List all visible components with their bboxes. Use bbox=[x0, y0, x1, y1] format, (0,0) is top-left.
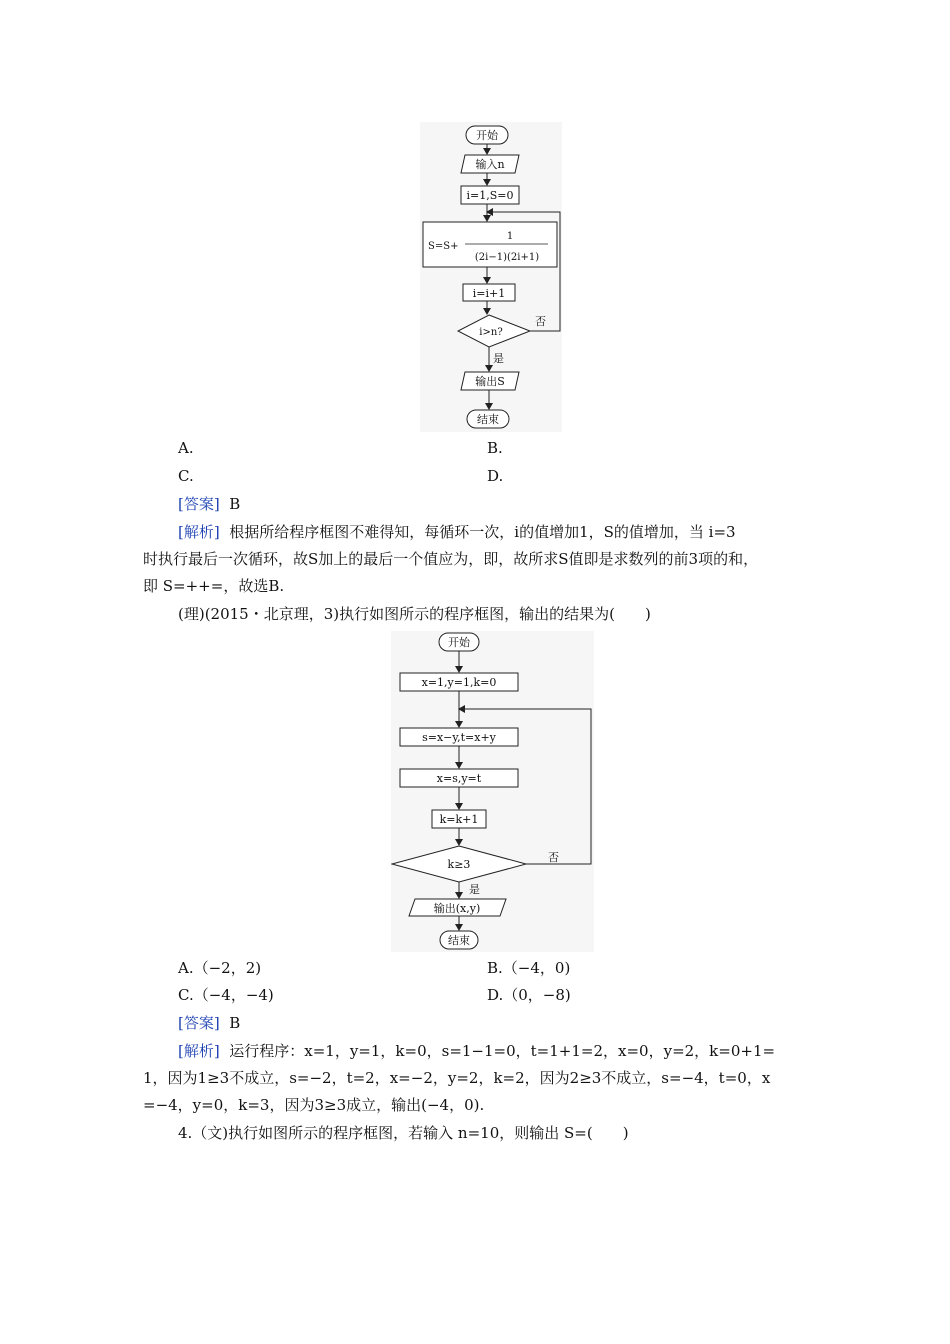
step1-label: s=x−y,t=x+y bbox=[422, 731, 496, 744]
q2-option-c: C.（−4，−4) bbox=[178, 986, 274, 1004]
condition-label: i>n? bbox=[479, 327, 503, 338]
step3-label: k=k+1 bbox=[439, 813, 479, 826]
increment-label: i=i+1 bbox=[472, 287, 506, 300]
step2-label: x=s,y=t bbox=[436, 772, 482, 785]
q2-analysis-line-3: =−4，y=0，k=3，因为3≥3成立，输出(−4，0). bbox=[143, 1096, 485, 1114]
input-label: 输入n bbox=[475, 158, 505, 171]
analysis-text: 运行程序：x=1，y=1，k=0，s=1−1=0，t=1+1=2，x=0，y=2，k=0+1= bbox=[229, 1042, 776, 1060]
init-label: x=1,y=1,k=0 bbox=[421, 676, 497, 689]
q1-analysis-line-2: 时执行最后一次循环，故S加上的最后一个值应为，即，故所求S值即是求数列的前3项的和， bbox=[143, 550, 759, 568]
end-label: 结束 bbox=[477, 413, 499, 426]
update-numerator: 1 bbox=[506, 231, 514, 242]
q1-option-d: D. bbox=[487, 467, 504, 485]
q1-analysis-line-1 bbox=[178, 522, 736, 542]
q1-answer bbox=[178, 494, 240, 514]
update-denominator: (2i−1)(2i+1) bbox=[474, 252, 540, 263]
flowchart-1 bbox=[420, 122, 562, 432]
analysis-tag: [解析] bbox=[178, 1042, 220, 1060]
q1-option-b: B. bbox=[487, 439, 503, 457]
q2-option-b: B.（−4，0) bbox=[487, 959, 571, 977]
q1-option-a: A. bbox=[178, 439, 194, 457]
end-label: 结束 bbox=[448, 934, 470, 947]
q2-stem: (理)(2015・北京理，3)执行如图所示的程序框图，输出的结果为( ) bbox=[178, 605, 651, 623]
condition-label: k≥3 bbox=[447, 858, 471, 871]
analysis-tag: [解析] bbox=[178, 523, 220, 541]
q2-answer bbox=[178, 1013, 240, 1033]
yes-label: 是 bbox=[493, 352, 504, 365]
answer-value: B bbox=[229, 1014, 241, 1032]
q2-option-d: D.（0，−8) bbox=[487, 986, 571, 1004]
start-label: 开始 bbox=[476, 129, 498, 142]
answer-tag: [答案] bbox=[178, 1014, 220, 1032]
flowchart-1-svg bbox=[420, 122, 562, 432]
output-label: 输出(x,y) bbox=[433, 902, 481, 915]
flowchart-2 bbox=[391, 631, 594, 952]
q1-analysis-line-3: 即 S=++=，故选B. bbox=[143, 577, 285, 595]
output-label: 输出S bbox=[475, 375, 505, 388]
no-label: 否 bbox=[548, 851, 559, 864]
analysis-text: 根据所给程序框图不难得知，每循环一次，i的值增加1，S的值增加，当 i=3 bbox=[229, 523, 736, 541]
yes-label: 是 bbox=[469, 883, 480, 896]
start-label: 开始 bbox=[448, 636, 470, 649]
q3-stem: 4.（文)执行如图所示的程序框图，若输入 n=10，则输出 S=( ) bbox=[178, 1124, 629, 1142]
answer-tag: [答案] bbox=[178, 495, 220, 513]
q2-option-a: A.（−2，2) bbox=[178, 959, 262, 977]
update-prefix: S=S+ bbox=[428, 241, 459, 252]
q1-option-c: C. bbox=[178, 467, 194, 485]
q2-analysis-line-1 bbox=[178, 1041, 775, 1061]
q2-analysis-line-2: 1，因为1≥3不成立，s=−2，t=2，x=−2，y=2，k=2，因为2≥3不成立，s=−4，t=0，x bbox=[143, 1069, 771, 1087]
init-label: i=1,S=0 bbox=[466, 189, 514, 202]
flowchart-2-svg bbox=[391, 631, 594, 952]
no-label: 否 bbox=[535, 315, 546, 328]
answer-value: B bbox=[229, 495, 241, 513]
